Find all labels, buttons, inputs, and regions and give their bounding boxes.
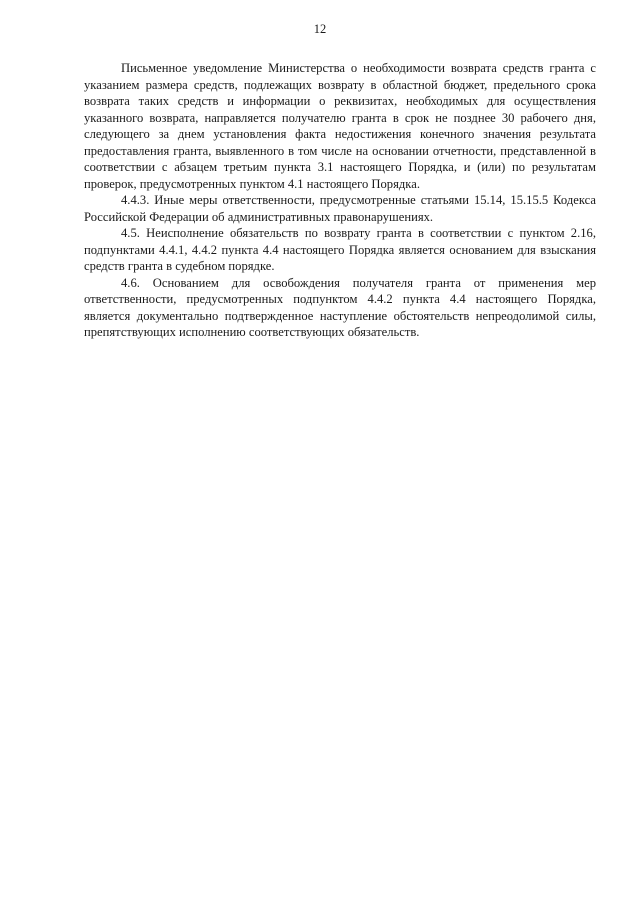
document-body [84,60,596,341]
paragraph-4-6: 4.6. Основанием для освобождения получателя гранта от применения мер ответственности, предусмотренных подпунктом 4.4.2 пункта 4.4 настоящего Порядка, является документально подтвержденное наступление обстоятельств непреодолимой силы, препятствующих исполнению соответствующих обязательств. [84,275,596,339]
paragraph-4-5: 4.5. Неисполнение обязательств по возврату гранта в соответствии с пунктом 2.16, подпунктами 4.4.1, 4.4.2 пункта 4.4 настоящего Порядка является основанием для взыскания средств гранта в судебном порядке. [84,226,596,273]
paragraph-4-4-3: 4.4.3. Иные меры ответственности, предусмотренные статьями 15.14, 15.15.5 Кодекса Российской Федерации об административных правонарушениях. [84,193,596,224]
paragraph-refund-notice: Письменное уведомление Министерства о необходимости возврата средств гранта с указанием размера средств, подлежащих возврату в областной бюджет, предельного срока возврата таких средств и информации о реквизитах, необходимых для осуществления указанного возврата, направляется получателю гранта в срок не позднее 30 рабочего дня, следующего за днем установления факта недостижения конечного значения результата предоставления гранта, выявленного в том числе на основании отчетности, представленной в соответствии с абзацем третьим пункта 3.1 настоящего Порядка, и (или) по результатам проверок, предусмотренных пунктом 4.1 настоящего Порядка. [84,61,596,191]
page-number: 12 [313,22,327,36]
